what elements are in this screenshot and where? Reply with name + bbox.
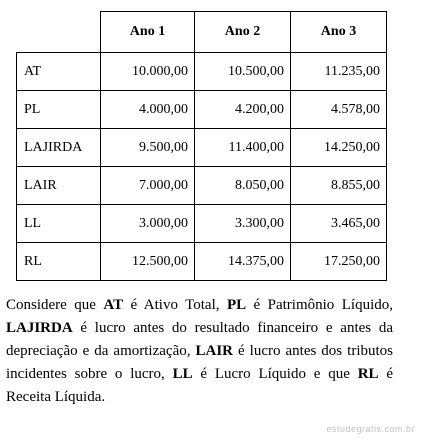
table-cell: 14.375,00 [195, 243, 291, 281]
paragraph-text: Considere que [6, 297, 104, 313]
table-cell: 11.235,00 [291, 53, 387, 91]
paragraph-text: é Receita Líquida. [6, 366, 393, 405]
term-lajirda: LAJIRDA [6, 320, 73, 336]
row-label: RL [17, 243, 101, 281]
table-cell: 9.500,00 [101, 129, 195, 167]
table-cell: 4.000,00 [101, 91, 195, 129]
column-header-ano-1: Ano 1 [101, 12, 195, 53]
table-cell: 3.300,00 [195, 205, 291, 243]
table-cell: 4.578,00 [291, 91, 387, 129]
table-cell: 17.250,00 [291, 243, 387, 281]
table-cell: 8.855,00 [291, 167, 387, 205]
row-label: AT [17, 53, 101, 91]
table-cell: 14.250,00 [291, 129, 387, 167]
table-cell: 8.050,00 [195, 167, 291, 205]
table-row [17, 167, 387, 205]
paragraph-text: é lucro antes do resultado financeiro e antes da depreciação e da amortização, [6, 320, 393, 359]
table-row [17, 129, 387, 167]
row-label: PL [17, 91, 101, 129]
table-row [17, 205, 387, 243]
term-lair: LAIR [195, 343, 233, 359]
table-cell: 7.000,00 [101, 167, 195, 205]
table-row [17, 91, 387, 129]
table-cell: 3.000,00 [101, 205, 195, 243]
table-cell: 11.400,00 [195, 129, 291, 167]
table-cell: 3.465,00 [291, 205, 387, 243]
term-ll: LL [172, 366, 193, 382]
table-row [17, 243, 387, 281]
term-rl: RL [357, 366, 379, 382]
term-pl: PL [226, 297, 247, 313]
paragraph-text: é Ativo Total, [123, 297, 227, 313]
column-header-ano-3: Ano 3 [291, 12, 387, 53]
definitions-paragraph [6, 294, 393, 409]
table-cell: 4.200,00 [195, 91, 291, 129]
row-label: LAJIRDA [17, 129, 101, 167]
column-header-ano-2: Ano 2 [195, 12, 291, 53]
table-header-row [17, 12, 387, 53]
table-cell: 10.500,00 [195, 53, 291, 91]
term-at: AT [103, 297, 124, 313]
financial-data-table [16, 11, 387, 281]
watermark: estudegratis.com.br [326, 424, 415, 434]
table-row [17, 53, 387, 91]
row-label: LL [17, 205, 101, 243]
paragraph-text: é Patrimônio Líquido, [246, 297, 393, 313]
row-label: LAIR [17, 167, 101, 205]
table-cell: 10.000,00 [101, 53, 195, 91]
paragraph-text: é Lucro Líquido e que [192, 366, 358, 382]
paragraph-text: é lucro antes dos tributos incidentes sobre o lucro, [6, 343, 393, 382]
table-cell: 12.500,00 [101, 243, 195, 281]
table-corner-cell [17, 12, 101, 53]
